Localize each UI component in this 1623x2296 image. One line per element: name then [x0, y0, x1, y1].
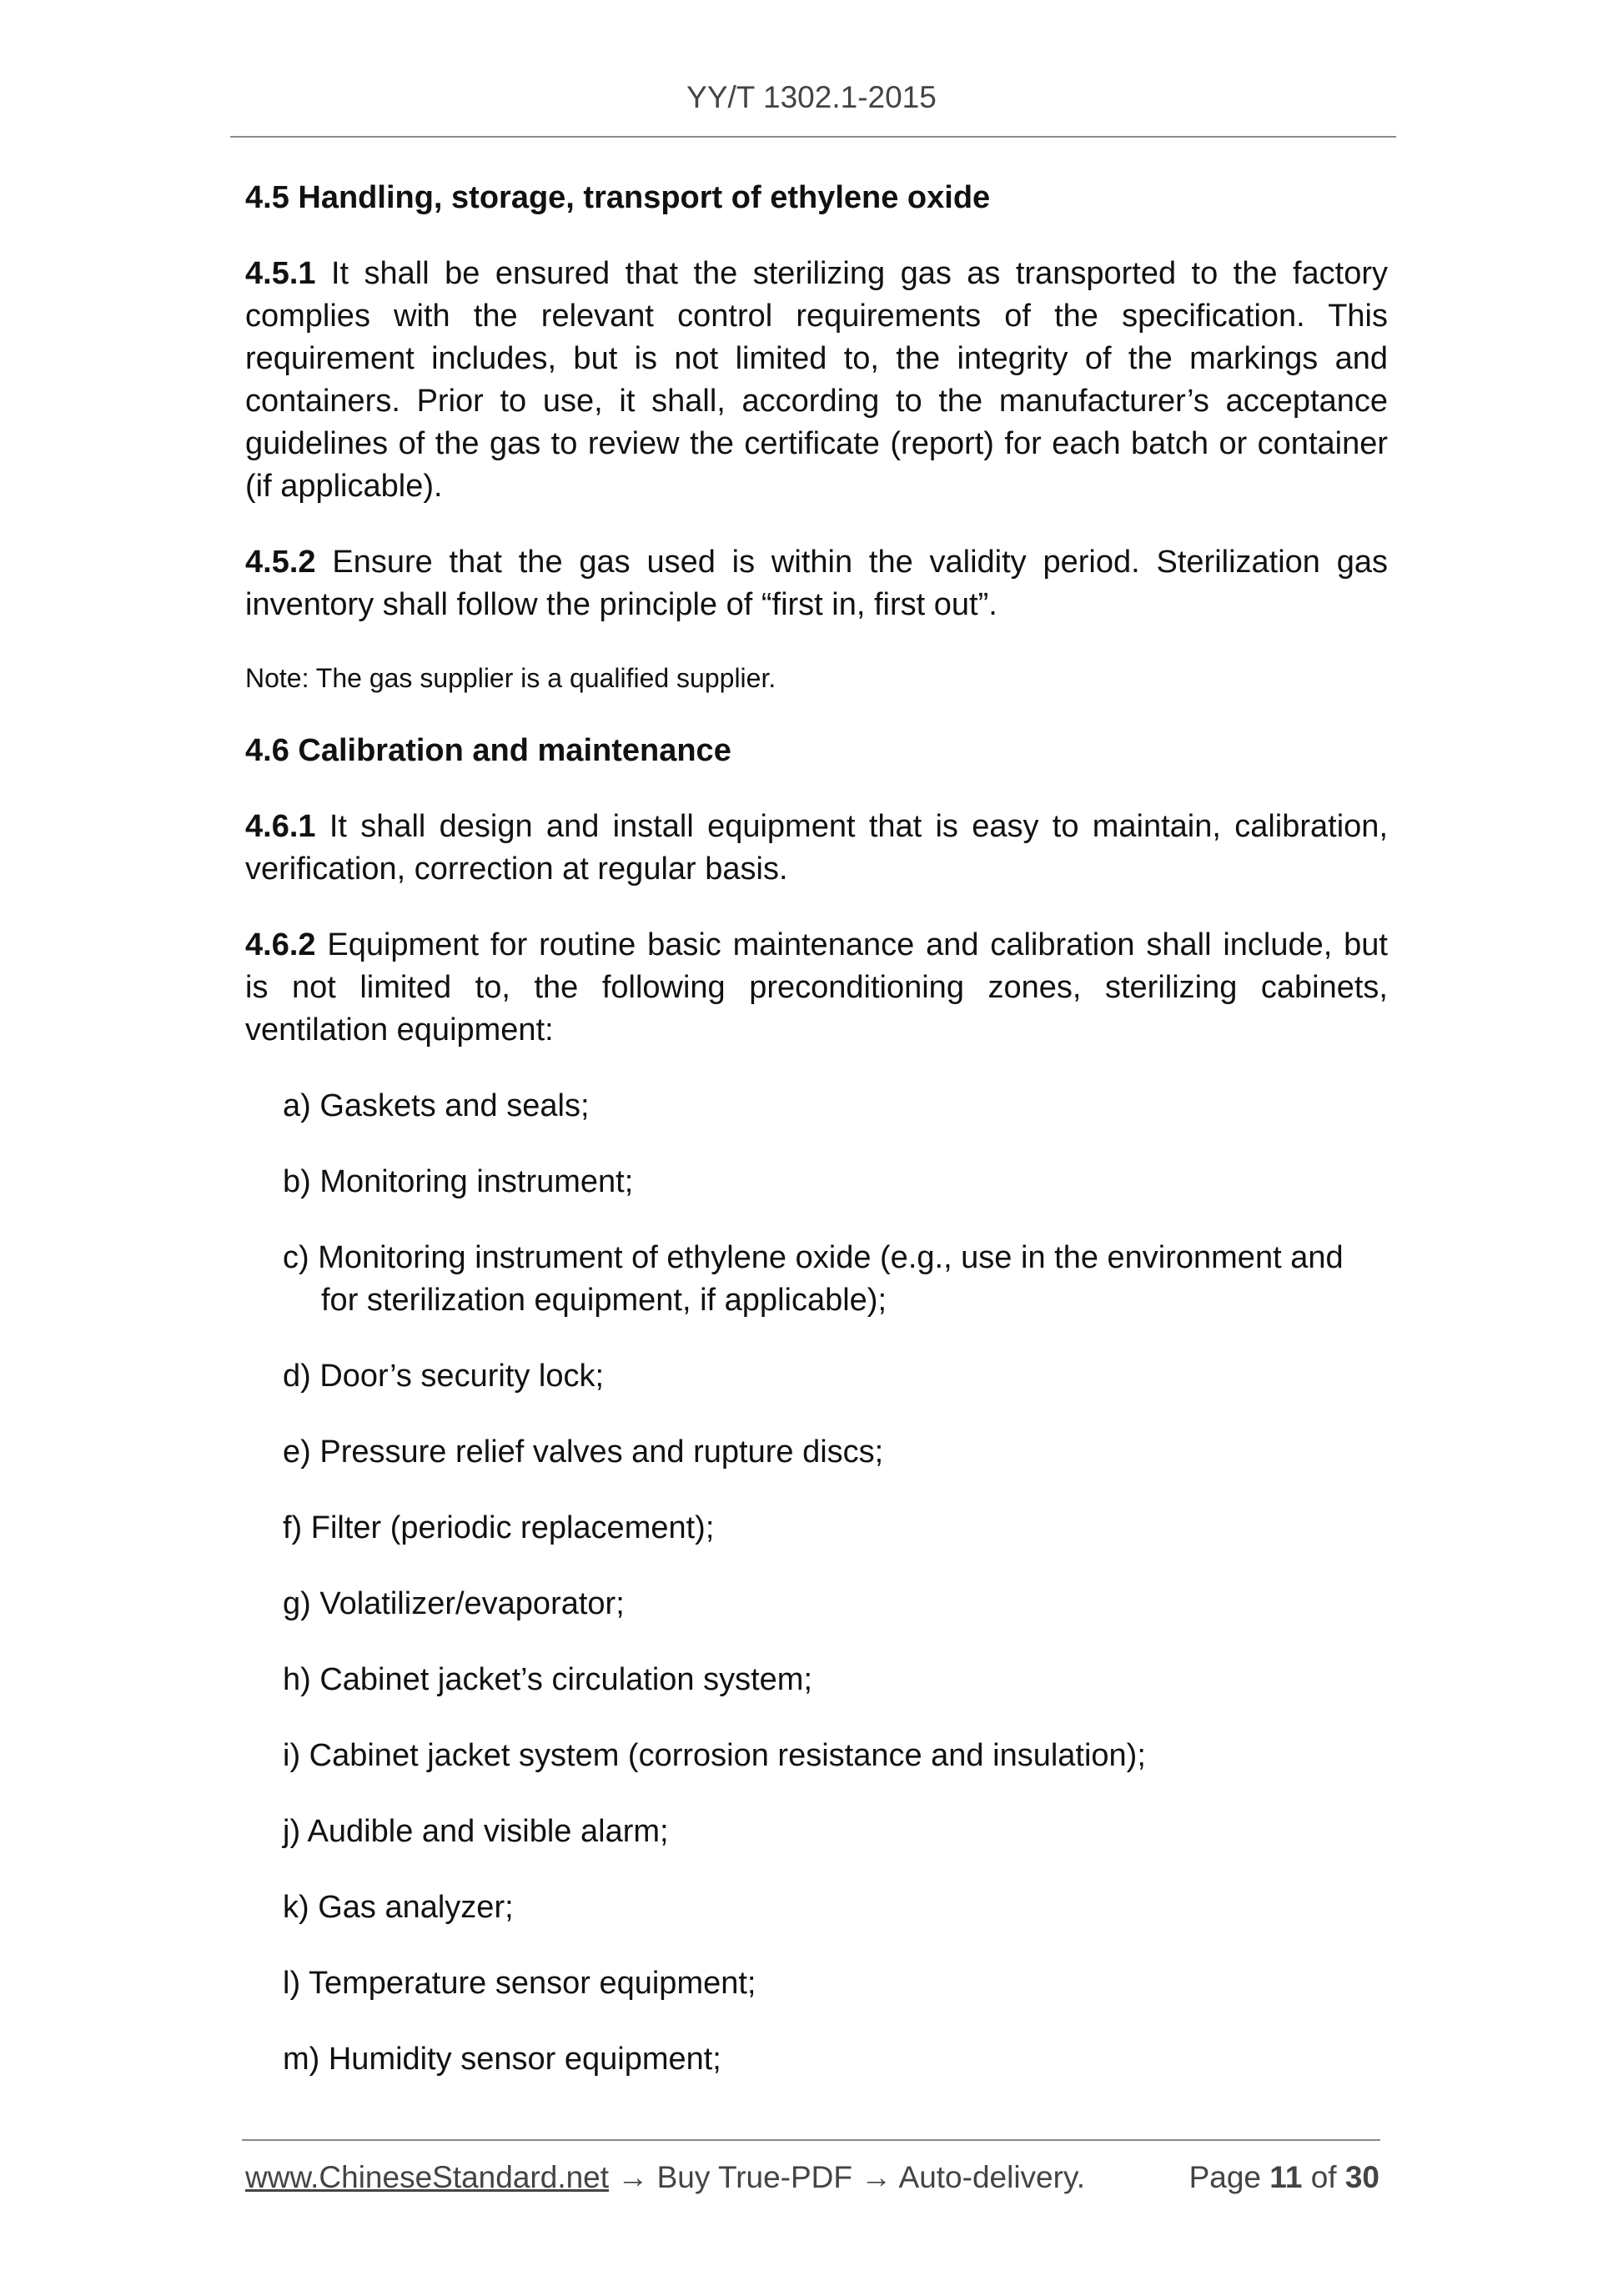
list-item: i) Cabinet jacket system (corrosion resistance and insulation); [283, 1738, 1146, 1773]
list-item: k) Gas analyzer; [283, 1890, 514, 1925]
clause-text: Equipment for routine basic maintenance and calibration shall include, but is not limited to, the following preconditioning zones, sterilizing cabinets, ventilation equipment: [245, 927, 1388, 1048]
header-divider [230, 136, 1396, 138]
list-item: a) Gaskets and seals; [283, 1088, 590, 1123]
list-item: h) Cabinet jacket’s circulation system; [283, 1662, 812, 1697]
clause-number: 4.6.2 [245, 927, 316, 962]
current-page: 11 [1269, 2160, 1303, 2194]
of-label: of [1310, 2160, 1337, 2194]
list-item: l) Temperature sensor equipment; [283, 1966, 756, 2001]
clause-number: 4.6.1 [245, 809, 316, 844]
page-number [1189, 2160, 1379, 2195]
clause-text: Ensure that the gas used is within the validity period. Sterilization gas inventory shall follow the principle of “first in, first out”. [245, 545, 1388, 622]
total-pages: 30 [1344, 2160, 1379, 2194]
page-footer [245, 2160, 1379, 2195]
list-item: c) Monitoring instrument of ethylene oxide (e.g., use in the environment and for sterilization equipment, if applicable); [283, 1240, 1344, 1318]
equipment-list [245, 1085, 1388, 2081]
clause-4-5-2 [245, 541, 1388, 626]
section-heading-4-6: 4.6 Calibration and maintenance [245, 733, 731, 768]
section-heading-4-5: 4.5 Handling, storage, transport of ethylene oxide [245, 180, 991, 215]
clause-number: 4.5.2 [245, 545, 316, 580]
clause-text: It shall design and install equipment that is easy to maintain, calibration, verification, correction at regular basis. [245, 809, 1388, 887]
clause-4-5-1 [245, 253, 1388, 508]
list-item: f) Filter (periodic replacement); [283, 1510, 715, 1545]
list-item: e) Pressure relief valves and rupture discs; [283, 1434, 884, 1470]
clause-text: It shall be ensured that the sterilizing gas as transported to the factory complies with the relevant control requirements of the specification. This requirement includes, but is not limited to, the integrity of the markings and containers. Prior to use, it shall, according to the manufacturer’s acceptance guidelines of the gas to review the certificate (report) for each batch or container (if applicable). [245, 256, 1388, 504]
list-item: b) Monitoring instrument; [283, 1164, 634, 1199]
clause-number: 4.5.1 [245, 256, 316, 291]
list-item: g) Volatilizer/evaporator; [283, 1586, 625, 1621]
footer-divider [242, 2139, 1380, 2141]
list-item: m) Humidity sensor equipment; [283, 2042, 721, 2077]
document-code-header: YY/T 1302.1-2015 [686, 80, 937, 114]
page-content [245, 177, 1388, 2114]
website-link[interactable]: www.ChineseStandard.net [245, 2160, 610, 2194]
list-item: j) Audible and visible alarm; [283, 1814, 669, 1849]
clause-4-6-2 [245, 924, 1388, 1052]
list-item: d) Door’s security lock; [283, 1359, 605, 1394]
footer-tagline: → Buy True-PDF → Auto-delivery. [609, 2160, 1085, 2194]
page-label: Page [1188, 2160, 1262, 2194]
clause-4-6-1 [245, 806, 1388, 891]
note: Note: The gas supplier is a qualified supplier. [245, 663, 776, 693]
